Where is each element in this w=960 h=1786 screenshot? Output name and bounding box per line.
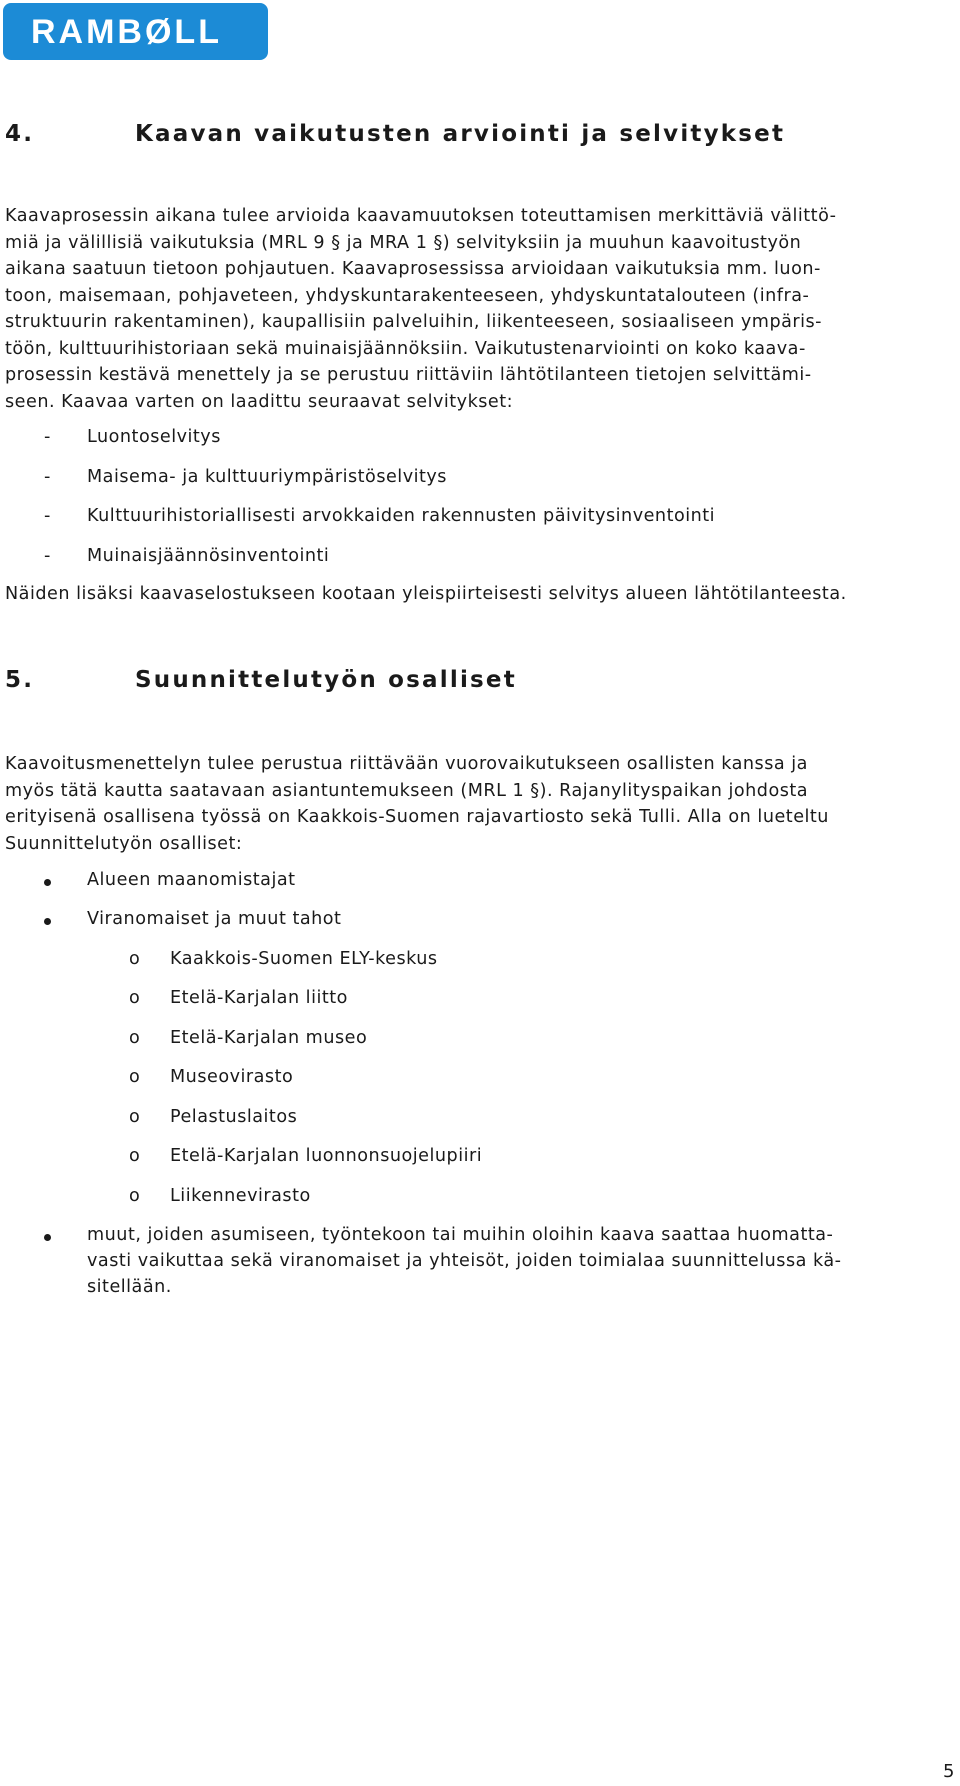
paragraph-line: prosessin kestävä menettely ja se perustuu riittäviin lähtötilanteen tietojen selvittämi- xyxy=(5,365,812,385)
sub-list-item: Etelä-Karjalan museo xyxy=(170,1028,368,1048)
section-4-paragraph xyxy=(5,203,925,415)
paragraph-line: toon, maisemaan, pohjaveteen, yhdyskuntarakenteeseen, yhdyskuntatalouteen (infra- xyxy=(5,285,810,306)
section-4-closing xyxy=(5,581,925,608)
paragraph-line: seen. Kaavaa varten on laadittu seuraavat selvitykset: xyxy=(5,391,514,412)
paragraph-line: erityisenä osallisena työssä on Kaakkois-Suomen rajavartiosto sekä Tulli. Alla on lueteltu xyxy=(5,807,829,827)
paragraph-line: Suunnittelutyön osalliset: xyxy=(5,833,243,854)
paragraph-line: töön, kulttuurihistoriaan sekä muinaisjäännöksiin. Vaikutustenarviointi on koko kaava- xyxy=(5,338,806,359)
bullet-icon xyxy=(44,918,51,925)
sub-list-item: Etelä-Karjalan luonnonsuojelupiiri xyxy=(170,1146,483,1166)
list-item: Luontoselvitys xyxy=(87,427,221,447)
sub-bullet-icon: o xyxy=(129,1067,140,1087)
section-4-heading xyxy=(5,120,785,148)
sub-list-item: Etelä-Karjalan liitto xyxy=(170,988,348,1008)
paragraph-line: miä ja välillisiä vaikutuksia (MRL 9 § ja MRA 1 §) selvityksiin ja muuhun kaavoitustyön xyxy=(5,232,802,253)
list-item-line: sitellään. xyxy=(87,1277,172,1297)
list-item-line: vasti vaikuttaa sekä viranomaiset ja yhteisöt, joiden toimialaa suunnittelussa kä- xyxy=(87,1251,842,1271)
page-number: 5 xyxy=(943,1761,955,1782)
list-item-line: muut, joiden asumiseen, työntekoon tai muihin oloihin kaava saattaa huomatta- xyxy=(87,1225,834,1245)
list-item: Viranomaiset ja muut tahot xyxy=(87,909,342,929)
list-dash: - xyxy=(44,427,51,447)
section-5-paragraph xyxy=(5,751,925,857)
list-dash: - xyxy=(44,506,51,526)
section-5-title: Suunnittelutyön osalliset xyxy=(135,667,517,693)
sub-bullet-icon: o xyxy=(129,949,140,969)
sub-bullet-icon: o xyxy=(129,1186,140,1206)
paragraph-line: Kaavoitusmenettelyn tulee perustua riittävään vuorovaikutukseen osallisten kanssa ja xyxy=(5,754,808,774)
paragraph-line: struktuurin rakentaminen), kaupallisiin palveluihin, liikenteeseen, sosiaaliseen ympäris- xyxy=(5,312,823,332)
section-4-title: Kaavan vaikutusten arviointi ja selvitykset xyxy=(135,121,786,147)
sub-list-item: Liikennevirasto xyxy=(170,1186,311,1206)
logo-text: RAMBØLL xyxy=(31,13,222,51)
list-item: Alueen maanomistajat xyxy=(87,870,296,890)
list-item: Muinaisjäännösinventointi xyxy=(87,546,330,566)
list-dash: - xyxy=(44,546,51,566)
paragraph-line: aikana saatuun tietoon pohjautuen. Kaavaprosessissa arvioidaan vaikutuksia mm. luon- xyxy=(5,259,821,279)
list-item: Kulttuurihistoriallisesti arvokkaiden rakennusten päivitysinventointi xyxy=(87,506,716,526)
sub-list-item: Museovirasto xyxy=(170,1067,294,1087)
bullet-icon xyxy=(44,1234,51,1241)
list-item: Maisema- ja kulttuuriympäristöselvitys xyxy=(87,467,447,487)
sub-bullet-icon: o xyxy=(129,1107,140,1127)
paragraph-line: Kaavaprosessin aikana tulee arvioida kaavamuutoksen toteuttamisen merkittäviä välittö- xyxy=(5,206,837,226)
sub-bullet-icon: o xyxy=(129,1028,140,1048)
sub-bullet-icon: o xyxy=(129,1146,140,1166)
section-5-heading xyxy=(5,666,517,694)
list-item xyxy=(87,1222,842,1300)
sub-bullet-icon: o xyxy=(129,988,140,1008)
section-4-number: 4. xyxy=(5,121,35,147)
rambol-logo xyxy=(3,3,268,60)
list-dash: - xyxy=(44,467,51,487)
section-5-number: 5. xyxy=(5,667,35,693)
closing-line: Näiden lisäksi kaavaselostukseen kootaan yleispiirteisesti selvitys alueen lähtötilanteesta. xyxy=(5,584,847,604)
sub-list-item: Kaakkois-Suomen ELY-keskus xyxy=(170,949,438,969)
sub-list-item: Pelastuslaitos xyxy=(170,1107,298,1127)
paragraph-line: myös tätä kautta saatavaan asiantuntemukseen (MRL 1 §). Rajanylityspaikan johdosta xyxy=(5,780,809,801)
bullet-icon xyxy=(44,879,51,886)
